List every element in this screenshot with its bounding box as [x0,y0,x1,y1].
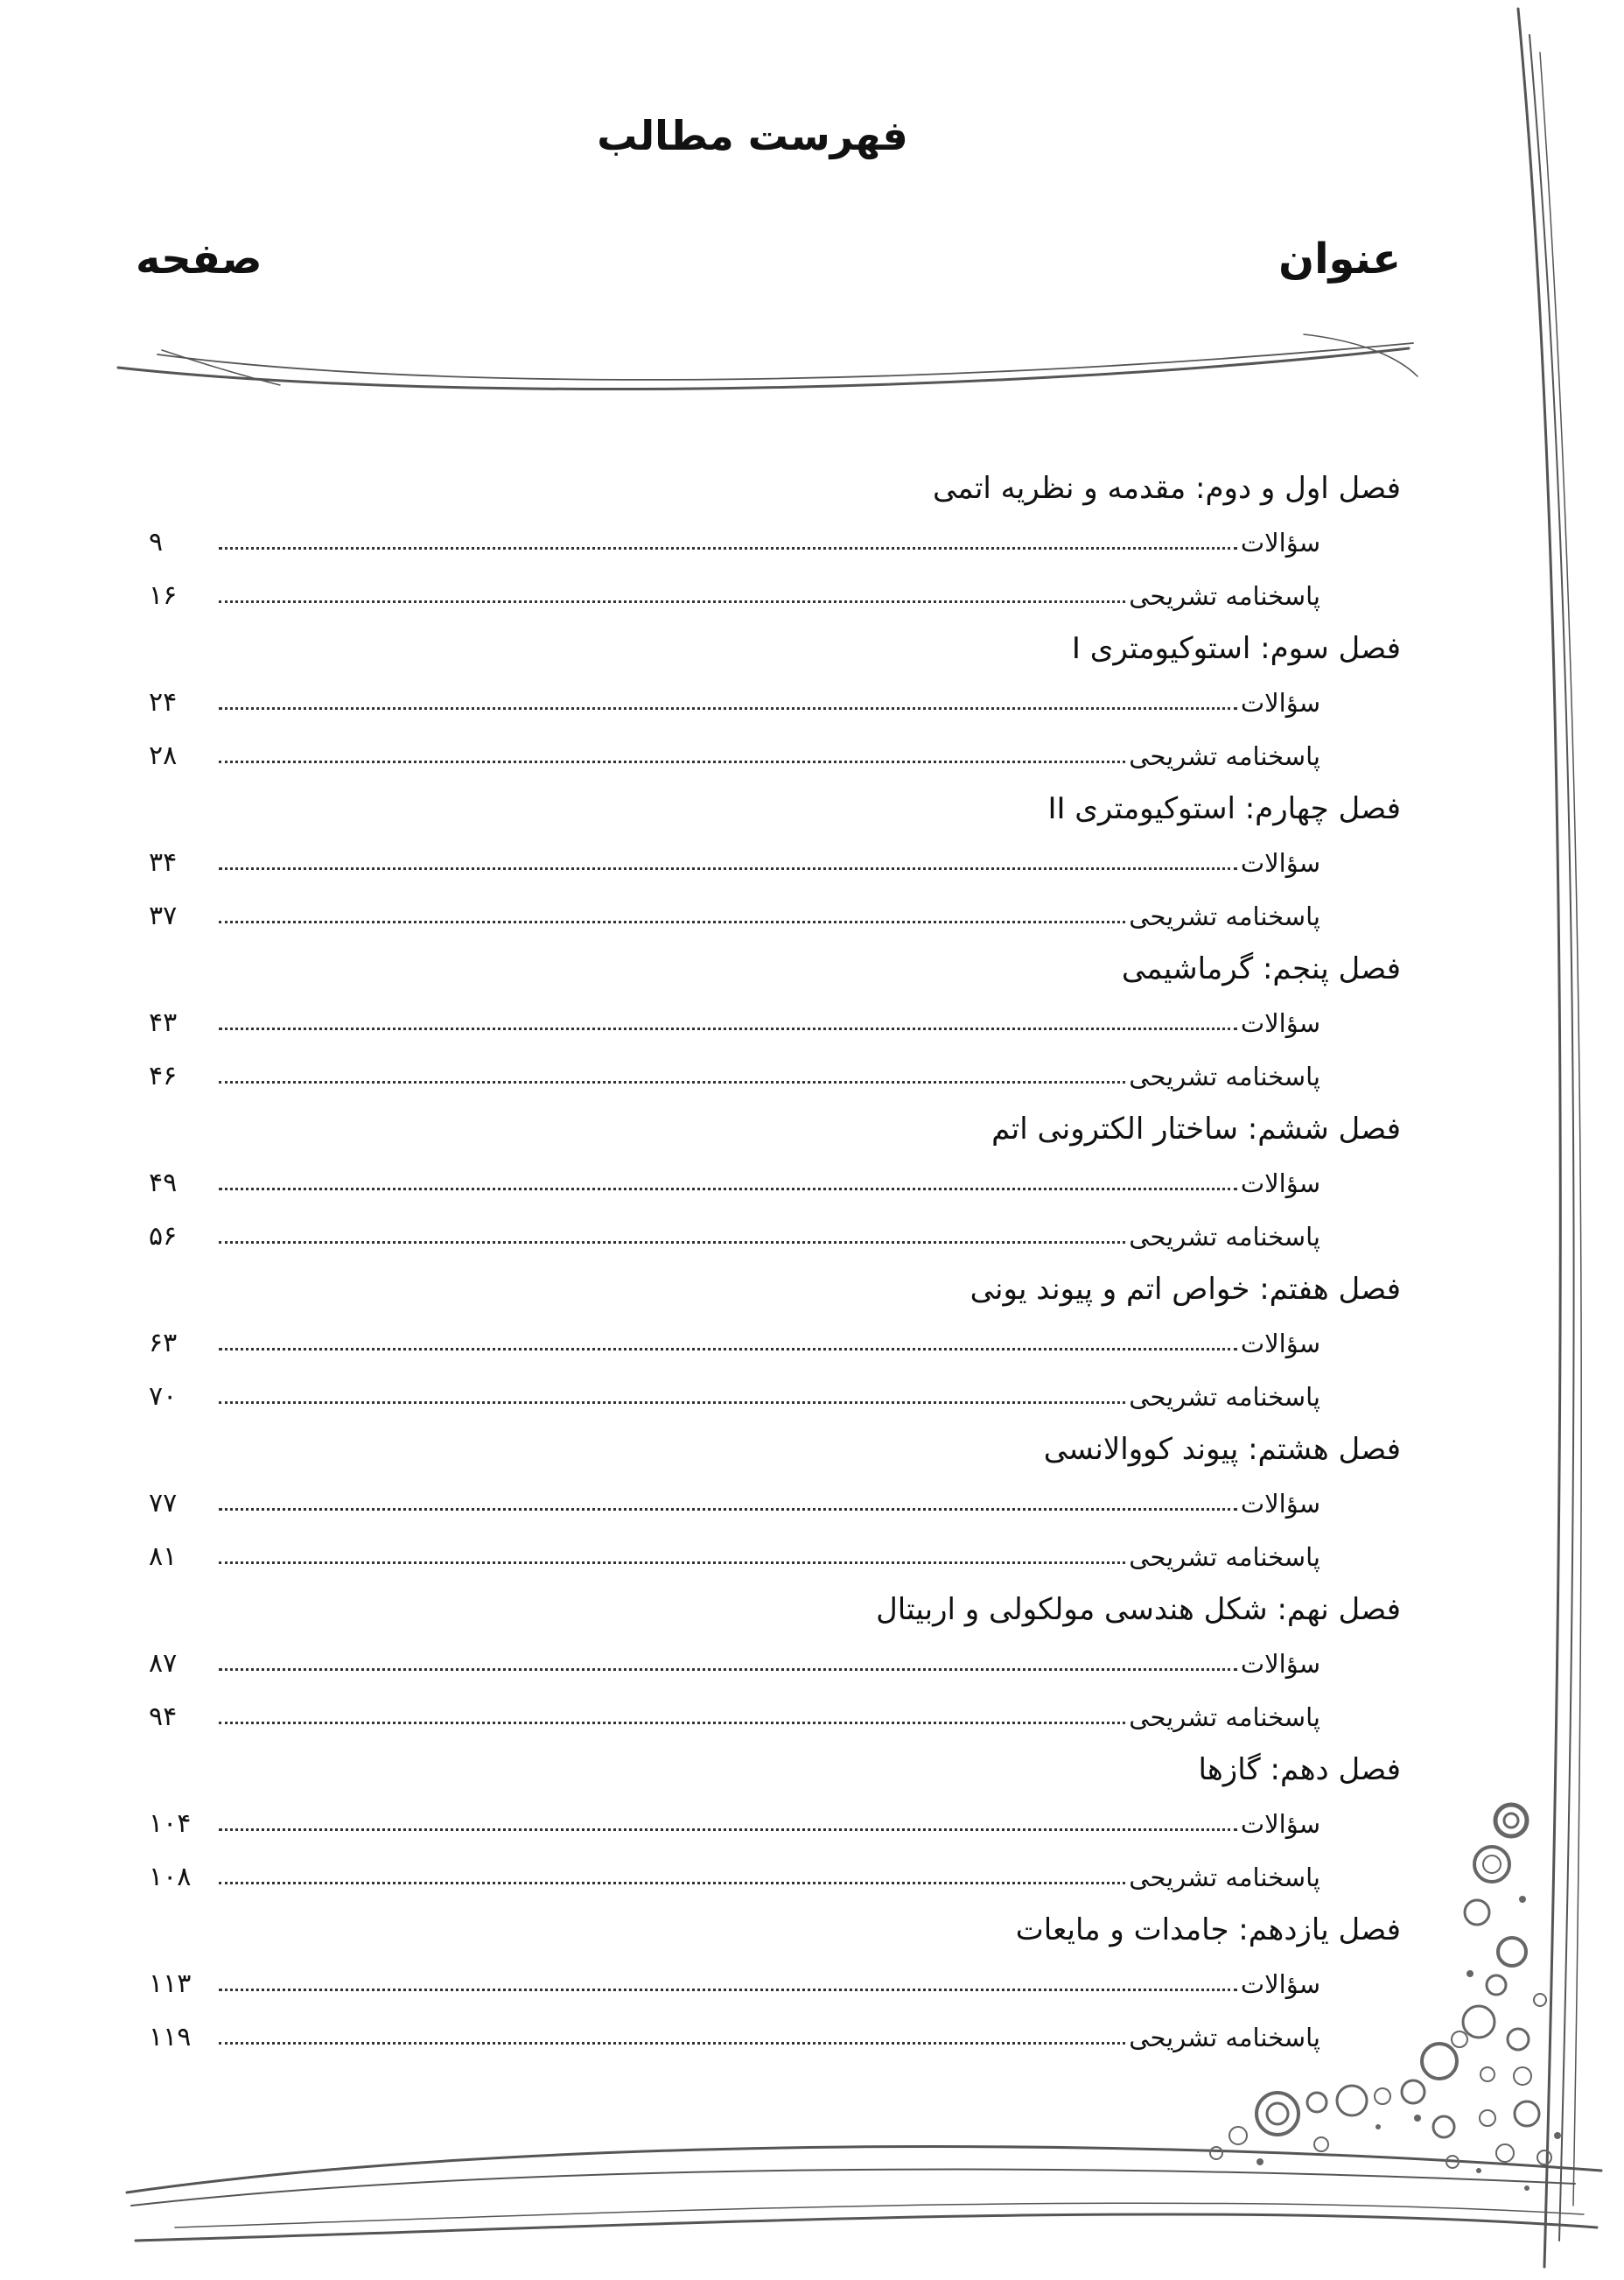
toc-entry [149,996,1401,1049]
toc-page-number: ۴۳ [149,1007,178,1038]
dot-leader [219,1401,1125,1404]
toc-entry-label: پاسخنامه تشریحی [1129,1221,1320,1252]
toc-entry [149,1797,1401,1850]
chapter-heading: فصل ششم: ساختار الکترونی اتم [991,1112,1401,1147]
dot-leader [219,1989,1237,1991]
toc-entry [149,1530,1401,1583]
toc-entry [149,1370,1401,1423]
chapter-heading: فصل نهم: شکل هندسی مولکولی و اربیتال [876,1592,1401,1627]
toc-page-number: ۱۱۳ [149,1968,192,1999]
toc-page-number: ۴۶ [149,1061,178,1091]
toc-entry [149,1049,1401,1103]
toc-entry-label: پاسخنامه تشریحی [1129,1381,1320,1412]
toc-entry-label: سؤالات [1240,1007,1320,1038]
dot-leader [219,1241,1125,1244]
toc-page-number: ۳۷ [149,901,178,931]
dot-leader [219,921,1125,923]
dot-leader [219,1508,1237,1511]
dot-leader [219,1348,1237,1350]
toc-entry [149,1156,1401,1210]
toc-page-number: ۸۷ [149,1648,178,1679]
toc-entry [149,1850,1401,1904]
toc-page-number: ۹ [149,527,164,558]
toc-entry-label: پاسخنامه تشریحی [1129,1862,1320,1892]
toc-page-number: ۵۶ [149,1221,178,1252]
dot-leader [219,1081,1125,1084]
toc-entry-label: سؤالات [1240,1168,1320,1198]
toc-entry-label: پاسخنامه تشریحی [1129,1701,1320,1732]
dot-leader [219,2042,1125,2045]
chapter-heading: فصل هشتم: پیوند کووالانسی [1043,1432,1401,1467]
toc-entry [149,569,1401,622]
dot-leader [219,1188,1237,1190]
toc-entry [149,1210,1401,1263]
dot-leader [219,1028,1237,1030]
dot-leader [219,1668,1237,1671]
toc-page-number: ۷۰ [149,1381,178,1412]
toc-entry [149,676,1401,729]
toc-page-number: ۲۴ [149,687,178,718]
toc-entry-label: پاسخنامه تشریحی [1129,740,1320,771]
chapter-heading: فصل چهارم: استوکیومتری II [1047,791,1401,826]
toc-page-number: ۱۰۴ [149,1808,192,1839]
toc-entry [149,836,1401,889]
toc-page-number: ۷۷ [149,1488,178,1519]
toc-entry-label: پاسخنامه تشریحی [1129,901,1320,931]
toc-page-number: ۶۳ [149,1328,178,1358]
toc-entry-label: پاسخنامه تشریحی [1129,2022,1320,2052]
dot-leader [219,707,1237,710]
chapter-heading: فصل دهم: گازها [1198,1752,1401,1787]
dot-leader [219,1828,1237,1831]
toc-entry [149,516,1401,569]
chapter-heading: فصل سوم: استوکیومتری I [1071,631,1401,666]
dot-leader [219,1722,1125,1724]
toc-page-number: ۳۴ [149,847,178,878]
chapter-heading: فصل اول و دوم: مقدمه و نظریه اتمی [932,471,1401,506]
dot-leader [219,1561,1125,1564]
dot-leader [219,867,1237,870]
toc-entry-label: پاسخنامه تشریحی [1129,1541,1320,1572]
page-title: فهرست مطالب [597,112,908,159]
toc-page-number: ۸۱ [149,1541,178,1572]
chapter-heading: فصل هفتم: خواص اتم و پیوند یونی [970,1272,1401,1307]
toc-entry [149,729,1401,782]
toc-entry [149,1477,1401,1530]
toc-entry-label: سؤالات [1240,1968,1320,1999]
toc-entry [149,1316,1401,1370]
toc-page-number: ۲۸ [149,740,178,771]
toc-entry-label: سؤالات [1240,527,1320,558]
dot-leader [219,547,1237,550]
table-of-contents [149,462,1401,2064]
chapter-heading: فصل پنجم: گرماشیمی [1121,951,1401,986]
toc-entry-label: سؤالات [1240,1488,1320,1519]
dot-leader [219,1882,1125,1884]
column-header-title: عنوان [1278,235,1401,284]
toc-entry-label: سؤالات [1240,847,1320,878]
toc-entry-label: پاسخنامه تشریحی [1129,1061,1320,1091]
toc-entry-label: سؤالات [1240,1648,1320,1679]
toc-entry [149,1957,1401,2010]
toc-page-number: ۴۹ [149,1168,178,1198]
toc-entry-label: پاسخنامه تشریحی [1129,580,1320,611]
dot-leader [219,600,1125,603]
column-header-page: صفحه [136,235,262,284]
toc-entry-label: سؤالات [1240,687,1320,718]
toc-entry [149,1690,1401,1743]
toc-entry [149,889,1401,943]
toc-page-number: ۱۰۸ [149,1862,192,1892]
toc-page-number: ۱۱۹ [149,2022,192,2052]
toc-entry-label: سؤالات [1240,1328,1320,1358]
toc-entry [149,2010,1401,2064]
toc-page-number: ۱۶ [149,580,178,611]
dot-leader [219,761,1125,763]
toc-entry-label: سؤالات [1240,1808,1320,1839]
toc-entry [149,1637,1401,1690]
chapter-heading: فصل یازدهم: جامدات و مایعات [1015,1912,1401,1947]
toc-page-number: ۹۴ [149,1701,178,1732]
